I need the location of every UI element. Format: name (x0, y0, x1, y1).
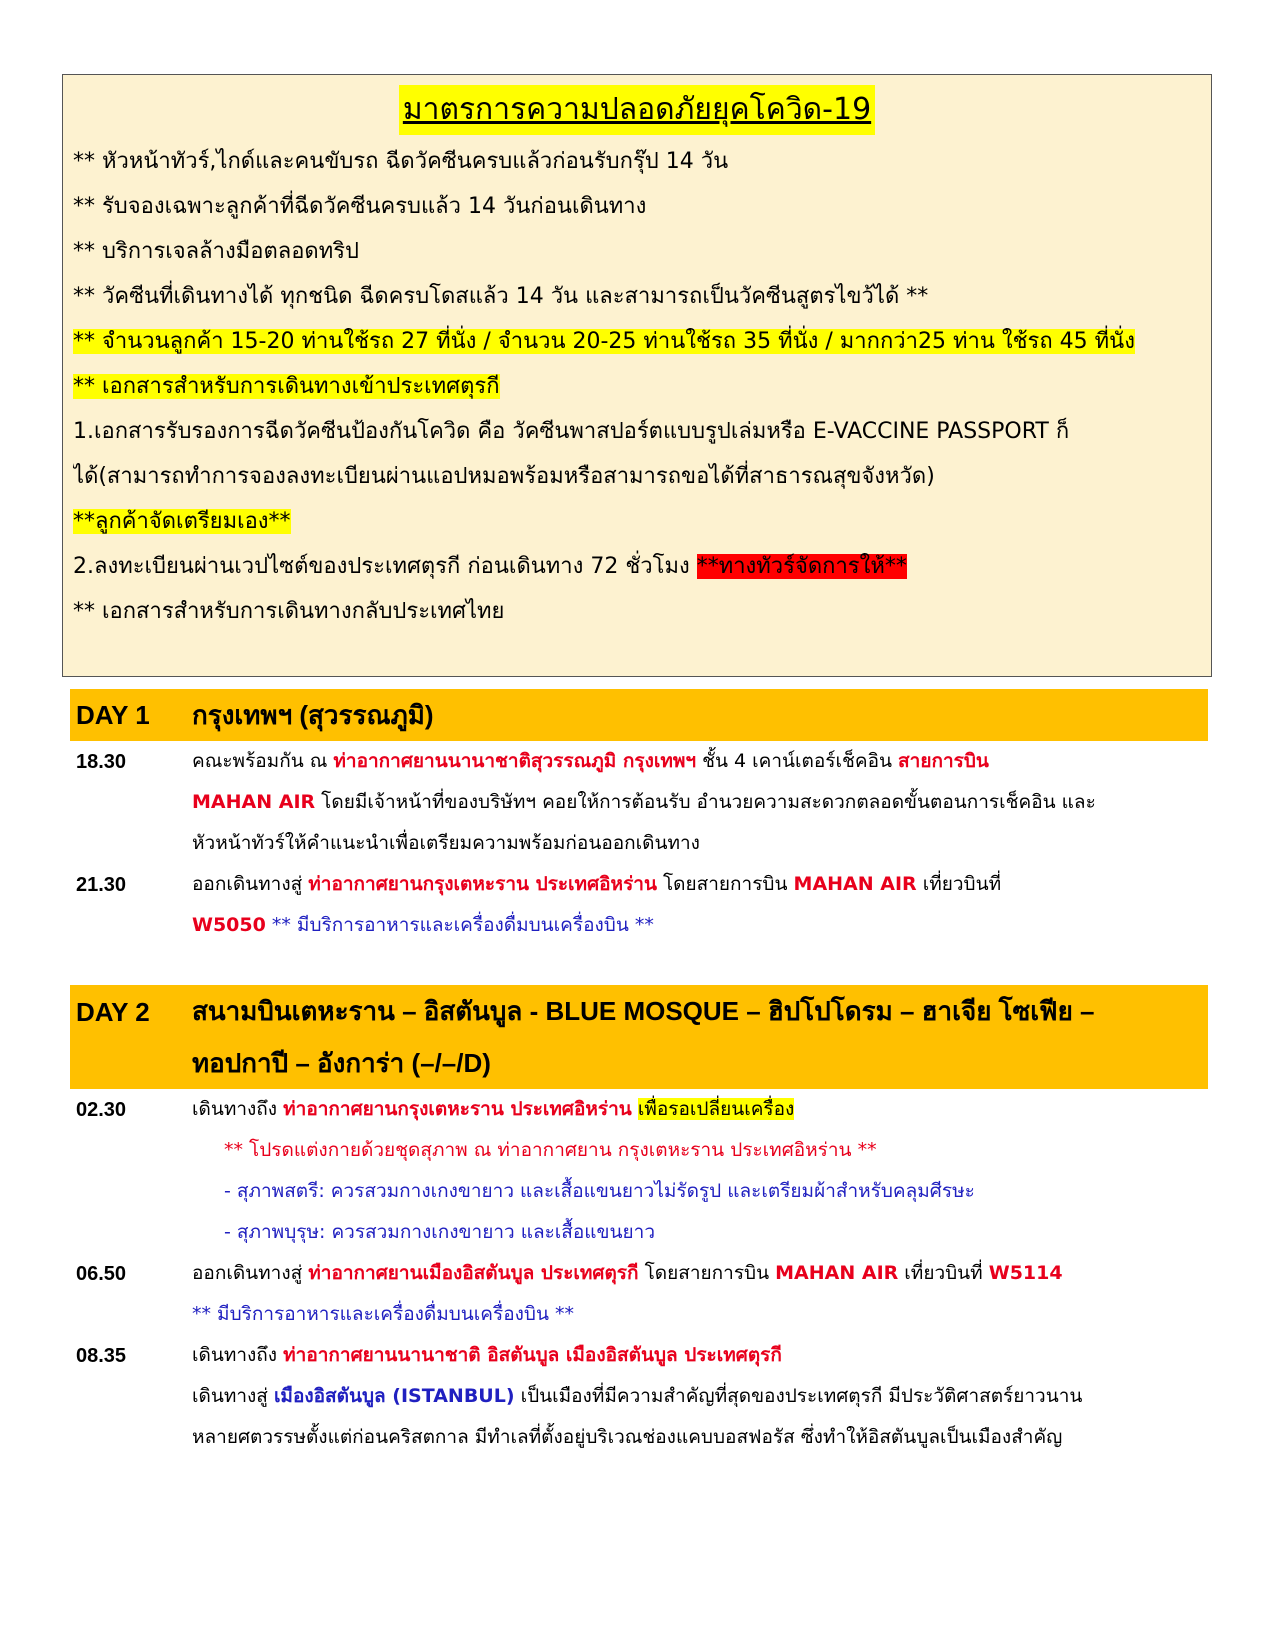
covid-measures-box (62, 74, 1212, 677)
schedule-time: 02.30 (76, 1099, 127, 1121)
airline-label: สายการบิน (898, 750, 989, 772)
desc-text (632, 1098, 638, 1120)
airport-name: ท่าอากาศยานเมืองอิสตันบูล ประเทศตุรกี (308, 1262, 639, 1284)
covid-line: 1.เอกสารรับรองการฉีดวัคซีนป้องกันโควิด คือ วัคซีนพาสปอร์ตแบบรูปเล่มหรือ E-VACCINE PASSPORT ก็ (73, 419, 1070, 444)
desc-text: เป็นเมืองที่มีความสำคัญที่สุดของประเทศตุรกี มีประวัติศาสตร์ยาวนาน (514, 1385, 1083, 1407)
highlighted-text: เพื่อรอเปลี่ยนเครื่อง (637, 1098, 795, 1120)
schedule-row (70, 864, 1208, 946)
desc-text: เดินทางถึง (192, 1344, 284, 1366)
airport-name: ท่าอากาศยานกรุงเตหะราน ประเทศอิหร่าน (308, 873, 657, 895)
meal-note: ** มีบริการอาหารและเครื่องดื่มบนเครื่องบิน ** (265, 914, 654, 936)
flight-number: W5114 (988, 1262, 1063, 1284)
day2-title-line1: สนามบินเตหะราน – อิสตันบูล - BLUE MOSQUE – ฮิปโปโดรม – ฮาเจีย โซเฟีย – (192, 996, 1095, 1026)
day2-schedule (70, 1089, 1208, 1458)
highlighted-text: ** จำนวนลูกค้า 15-20 ท่านใช้รถ 27 ที่นั่ง / จำนวน 20-25 ท่านใช้รถ 35 ที่นั่ง / มากกว่า25 ท่าน ใช้รถ 45 ที่นั่ง (73, 329, 1135, 354)
airline-name: MAHAN AIR (793, 873, 917, 895)
covid-title: มาตรการความปลอดภัยยุคโควิด-19 (399, 85, 875, 135)
day2-title-line2: ทอปกาปี – อังการ่า (–/–/D) (192, 1048, 491, 1078)
airline-name: MAHAN AIR (192, 791, 316, 813)
schedule-row (70, 741, 1208, 864)
highlighted-red-text: **ทางทัวร์จัดการให้** (696, 554, 907, 579)
desc-text: หัวหน้าทัวร์ให้คำแนะนำเพื่อเตรียมความพร้อมก่อนออกเดินทาง (192, 832, 700, 854)
day2-header (70, 985, 1208, 1089)
covid-line: ** วัคซีนที่เดินทางได้ ทุกชนิด ฉีดครบโดสแล้ว 14 วัน และสามารถเป็นวัคซีนสูตรไขว้ได้ ** (73, 284, 929, 309)
covid-line: ** รับจองเฉพาะลูกค้าที่ฉีดวัคซีนครบแล้ว 14 วันก่อนเดินทาง (73, 194, 647, 219)
desc-text: เดินทางสู่ (192, 1385, 274, 1407)
schedule-row (70, 1089, 1208, 1253)
desc-text: โดยสายการบิน (656, 873, 794, 895)
covid-line-customer-prepare (73, 499, 1201, 544)
dress-code-men: - สุภาพบุรุษ: ควรสวมกางเกงขายาว และเสื้อแขนยาว (224, 1221, 655, 1243)
day1-label: DAY 1 (76, 700, 150, 730)
covid-line-docs-entry (73, 364, 1201, 409)
schedule-time: 08.35 (76, 1345, 127, 1367)
day2-label: DAY 2 (76, 997, 150, 1027)
schedule-row (70, 1253, 1208, 1335)
registration-text: 2.ลงทะเบียนผ่านเวปไซต์ของประเทศตุรกี ก่อนเดินทาง 72 ชั่วโมง (73, 554, 697, 579)
desc-text: ออกเดินทางสู่ (192, 1262, 309, 1284)
covid-line-vehicle (73, 319, 1201, 364)
airport-name: ท่าอากาศยานนานาชาติ อิสตันบูล เมืองอิสตันบูล ประเทศตุรกี (283, 1344, 782, 1366)
desc-text: หลายศตวรรษตั้งแต่ก่อนคริสตกาล มีทำเลที่ตั้งอยู่บริเวณช่องแคบบอสฟอรัส ซึ่งทำให้อิสตันบูลเป็นเมืองสำคัญ (192, 1426, 1063, 1448)
desc-text: เดินทางถึง (192, 1098, 284, 1120)
day1-header (70, 689, 1208, 741)
covid-line-registration (73, 544, 1201, 589)
dress-code-women: - สุภาพสตรี: ควรสวมกางเกงขายาว และเสื้อแขนยาวไม่รัดรูป และเตรียมผ้าสำหรับคลุมศีรษะ (224, 1180, 975, 1202)
desc-text: ออกเดินทางสู่ (192, 873, 309, 895)
highlighted-text: ** เอกสารสำหรับการเดินทางเข้าประเทศตุรกี (73, 374, 500, 399)
covid-line: ได้(สามารถทำการจองลงทะเบียนผ่านแอปหมอพร้อมหรือสามารถขอได้ที่สาธารณสุขจังหวัด) (73, 464, 935, 489)
desc-text: โดยมีเจ้าหน้าที่ของบริษัทฯ คอยให้การต้อนรับ อำนวยความสะดวกตลอดขั้นตอนการเช็คอิน และ (315, 791, 1096, 813)
airport-name: ท่าอากาศยานกรุงเตหะราน ประเทศอิหร่าน (283, 1098, 632, 1120)
airline-name: MAHAN AIR (775, 1262, 899, 1284)
desc-text: โดยสายการบิน (638, 1262, 776, 1284)
flight-number: W5050 (192, 914, 266, 936)
schedule-time: 18.30 (76, 751, 127, 773)
schedule-time: 06.50 (76, 1263, 127, 1285)
desc-text: เที่ยวบินที่ (916, 873, 1002, 895)
highlighted-text: **ลูกค้าจัดเตรียมเอง** (73, 509, 291, 534)
schedule-row (70, 1335, 1208, 1458)
city-name: เมืองอิสตันบูล (ISTANBUL) (273, 1385, 515, 1407)
covid-line: ** บริการเจลล้างมือตลอดทริป (73, 239, 359, 264)
desc-text: เที่ยวบินที่ (898, 1262, 989, 1284)
desc-text: คณะพร้อมกัน ณ (192, 750, 334, 772)
meal-note: ** มีบริการอาหารและเครื่องดื่มบนเครื่องบิน ** (192, 1303, 574, 1325)
schedule-time: 21.30 (76, 874, 127, 896)
covid-line: ** หัวหน้าทัวร์,ไกด์และคนขับรถ ฉีดวัคซีนครบแล้วก่อนรับกรุ๊ป 14 วัน (73, 149, 729, 174)
day1-title: กรุงเทพฯ (สุวรรณภูมิ) (192, 700, 434, 730)
day1-schedule (70, 741, 1208, 946)
covid-line: ** เอกสารสำหรับการเดินทางกลับประเทศไทย (73, 599, 505, 624)
airport-name: ท่าอากาศยานนานาชาติสุวรรณภูมิ กรุงเทพฯ (333, 750, 697, 772)
desc-text: ชั้น 4 เคาน์เตอร์เช็คอิน (696, 750, 899, 772)
dress-code-note: ** โปรดแต่งกายด้วยชุดสุภาพ ณ ท่าอากาศยาน กรุงเตหะราน ประเทศอิหร่าน ** (224, 1139, 877, 1161)
